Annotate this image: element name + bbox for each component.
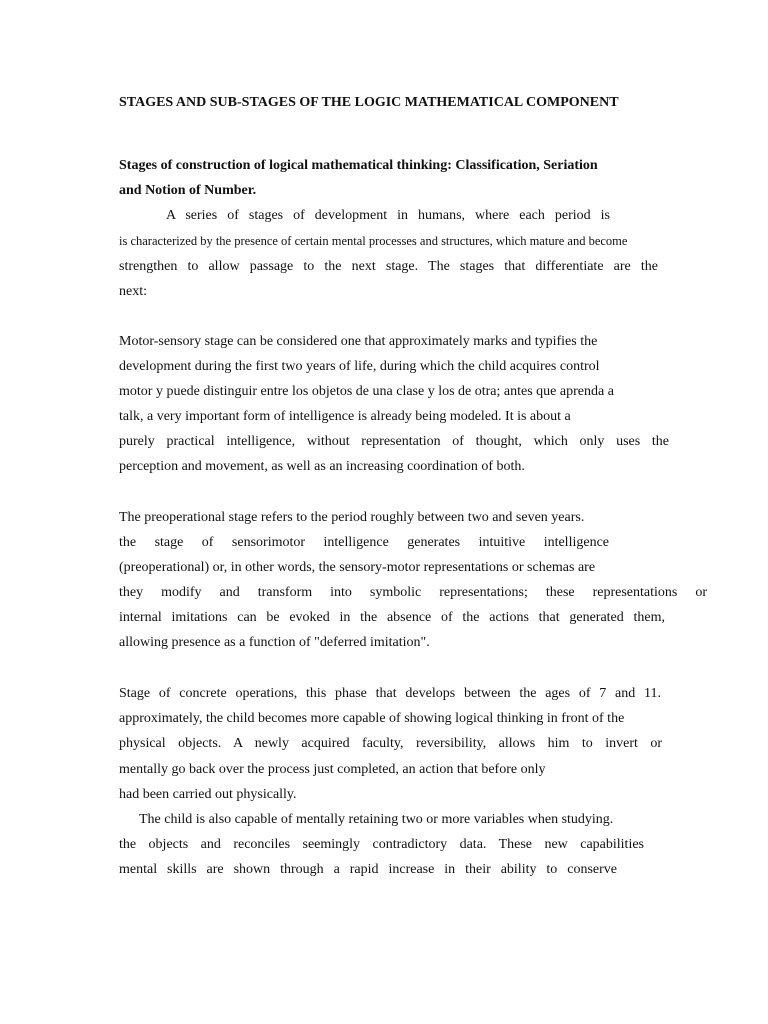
sensorimotor-line: purely practical intelligence, without representation of thought, which only uses the (119, 434, 669, 449)
intro-line: strengthen to allow passage to the next stage. The stages that differentiate are the (119, 259, 658, 274)
subtitle-line: and Notion of Number. (119, 183, 257, 198)
concrete-line: the objects and reconciles seemingly contradictory data. These new capabilities (119, 837, 644, 852)
intro-line: A series of stages of development in humans, where each period is (166, 208, 610, 223)
concrete-line: had been carried out physically. (119, 787, 297, 802)
concrete-line: physical objects. A newly acquired faculty, reversibility, allows him to invert or (119, 736, 662, 751)
sensorimotor-line: motor y puede distinguir entre los objetos de una clase y los de otra; antes que aprenda a (119, 384, 614, 399)
preoperational-line: the stage of sensorimotor intelligence generates intuitive intelligence (119, 535, 609, 550)
subtitle-line: Stages of construction of logical mathematical thinking: Classification, Seriation (119, 158, 598, 173)
sensorimotor-line: perception and movement, as well as an increasing coordination of both. (119, 459, 525, 474)
preoperational-line: they modify and transform into symbolic representations; these representations or (119, 585, 707, 600)
preoperational-line: internal imitations can be evoked in the absence of the actions that generated them, (119, 610, 665, 625)
sensorimotor-line: development during the first two years of life, during which the child acquires control (119, 359, 600, 374)
document-title: STAGES AND SUB-STAGES OF THE LOGIC MATHEMATICAL COMPONENT (119, 95, 619, 110)
concrete-line: approximately, the child becomes more capable of showing logical thinking in front of the (119, 711, 625, 726)
intro-line: is characterized by the presence of certain mental processes and structures, which mature and become (119, 234, 628, 248)
preoperational-line: allowing presence as a function of "deferred imitation". (119, 635, 430, 650)
concrete-line: The child is also capable of mentally retaining two or more variables when studying. (139, 812, 614, 827)
intro-line: next: (119, 284, 147, 299)
concrete-line: mentally go back over the process just completed, an action that before only (119, 762, 546, 777)
concrete-line: mental skills are shown through a rapid increase in their ability to conserve (119, 862, 617, 877)
preoperational-line: (preoperational) or, in other words, the sensory-motor representations or schemas are (119, 560, 596, 575)
preoperational-line: The preoperational stage refers to the period roughly between two and seven years. (119, 510, 585, 525)
sensorimotor-line: Motor-sensory stage can be considered one that approximately marks and typifies the (119, 334, 598, 349)
sensorimotor-line: talk, a very important form of intelligence is already being modeled. It is about a (119, 409, 571, 424)
concrete-line: Stage of concrete operations, this phase that develops between the ages of 7 and 11. (119, 686, 661, 701)
